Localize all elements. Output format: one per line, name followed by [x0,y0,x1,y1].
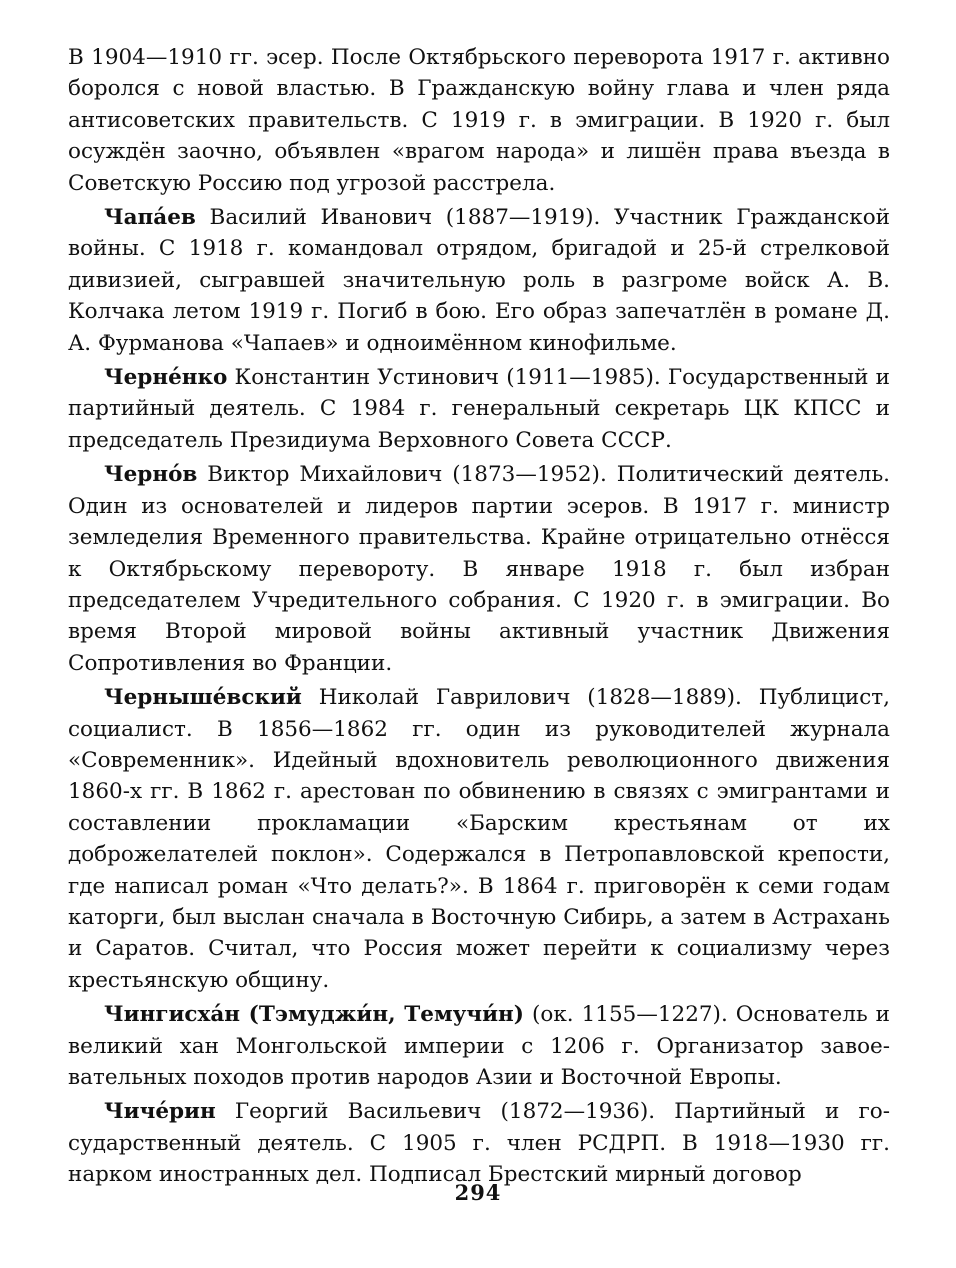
entry-chingiskhan [68,999,890,1093]
entry-name: Черно́в [104,462,198,488]
entry-text: Василий Иванович (1887—1919). Участник Гражданской войны. С 1918 г. командовал отрядом, бригадой и 25-й стрелковой дивизией, сыгравшей значительную роль в разгроме войск А. В. Колчака летом 1919 г. Погиб в бою. Его образ запечатлён в романе Д. А. Фурманова «Чапаев» и одноимённом кинофильме. [68,205,890,356]
entry-chernov [68,459,890,679]
entry-text: Георгий Васильевич (1872—1936). Партийный и государственный деятель. С 1905 г. член РСДРП. В 1918—1930 гг. нарком иностранных дел. Подписал Брестский мирный договор [68,1099,890,1188]
entry-chernenko [68,362,890,456]
entry-name: Черныше́вский [104,685,302,711]
intro-paragraph: В 1904—1910 гг. эсер. После Октябрьского переворота 1917 г. активно боролся с новой властью. В Гражданскую войну глава и член ряда антисоветских правительств. С 1919 г. в эмиграции. В 1920 г. был осуждён заочно, объявлен «врагом народа» и лишён права въезда в Советскую Россию под угрозой расстрела. [68,45,890,196]
entry-name: Чингисха́н (Тэмуджи́н, Темучи́н) [104,1002,524,1028]
entry-chapaev [68,202,890,359]
entry-text: (ок. 1155—1227). Основатель и великий хан Монгольской империи с 1206 г. Организатор завоевательных походов против народов Азии и Восточной Европы. [68,1002,890,1090]
entry-name: Чиче́рин [104,1099,216,1125]
entry-text: Николай Гаврилович (1828—1889). Публицист, социалист. В 1856—1862 гг. один из руководителей журнала «Современник». Идейный вдохновитель революционного движения 1860-х гг. В 1862 г. арестован по обвинению в связях с эмигрантами и составлении прокламации «Барским крестьянам от их доброжелателей поклон». Содержался в Петропавловской крепости, где написал роман «Что делать?». В 1864 г. приговорён к семи годам каторги, был выслан сначала в Восточную Сибирь, а затем в Астрахань и Саратов. Считал, что Россия может перейти к социализму через крестьянскую общину. [68,685,890,993]
entry-text: Константин Устинович (1911—1985). Государственный и партийный деятель. С 1984 г. генеральный секретарь ЦК КПСС и председатель Президиума Верховного Совета СССР. [68,365,890,453]
entry-chicherin [68,1096,890,1190]
page-number: 294 [454,1180,502,1205]
entry-name: Чапа́ев [104,205,196,231]
entry-name: Черне́нко [104,365,228,391]
entry-chernyshevsky [68,682,890,996]
document-page [68,42,890,1191]
entry-text: Виктор Михайлович (1873—1952). Политический деятель. Один из основателей и лидеров партии эсеров. В 1917 г. министр земледелия Временного правительства. Крайне отрицательно отнёсся к Октябрьскому перевороту. В январе 1918 г. был избран председателем Учредительного собрания. С 1920 г. в эмиграции. Во время Второй мировой войны активный участник Движения Сопротивления во Франции. [68,462,890,676]
